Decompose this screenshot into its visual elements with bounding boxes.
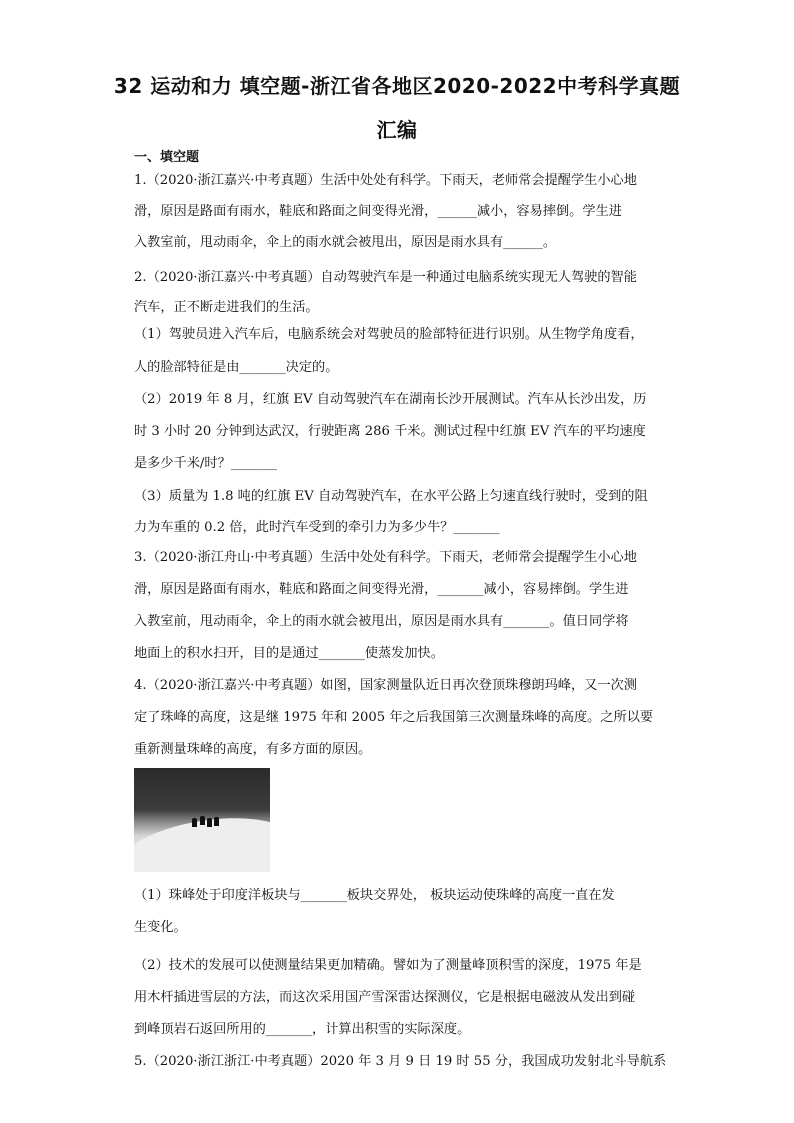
text-segment: 5.（2020·浙江浙江·中考真题）2020 年 3 月 9 日 19 时 55 分，我国成功发射北斗导航系 [134, 1054, 667, 1069]
text-segment: 用木杆插进雪层的方法，而这次采用国产雪深雷达探测仪，它是根据电磁波从发出到碰 [134, 990, 636, 1005]
text-segment: 1.（2020·浙江嘉兴·中考真题）生活中处处有科学。下雨天，老师常会提醒学生小心地 [134, 173, 637, 188]
text-segment: 减小，容易摔倒。学生进 [483, 582, 629, 597]
text-segment: （1）驾驶员进入汽车后，电脑系统会对驾驶员的脸部特征进行识别。从生物学角度看， [134, 327, 644, 342]
text-line [134, 581, 629, 599]
text-line [134, 269, 637, 287]
text-segment: 重新测量珠峰的高度，有多方面的原因。 [134, 742, 372, 757]
text-segment: 滑，原因是路面有雨水，鞋底和路面之间变得光滑， [134, 582, 438, 597]
text-segment: 。值日同学将 [549, 614, 629, 629]
text-segment: 时 3 小时 20 分钟到达武汉，行驶距离 286 千米。测试过程中红旗 EV 汽车的平均速度 [134, 424, 646, 439]
fill-in-blank[interactable]: ______ [503, 235, 543, 250]
text-segment: ，计算出积雪的实际深度。 [312, 1022, 471, 1037]
text-line [134, 957, 642, 975]
text-segment: 定了珠峰的高度，这是继 1975 年和 2005 年之后我国第三次测量珠峰的高度。之所以要 [134, 710, 654, 725]
text-line [134, 887, 615, 905]
text-line [134, 677, 637, 695]
text-line [134, 613, 629, 631]
text-segment: 滑，原因是路面有雨水，鞋底和路面之间变得光滑， [134, 204, 438, 219]
fill-in-blank[interactable]: ______ [437, 204, 477, 219]
document-title-line-1: 32 运动和力 填空题-浙江省各地区2020-2022中考科学真题 [113, 74, 681, 98]
section-heading: 一、填空题 [134, 150, 200, 165]
text-line [134, 549, 637, 567]
text-line [134, 455, 277, 473]
text-line [134, 203, 622, 221]
text-segment: 力为车重的 0.2 倍，此时汽车受到的牵引力为多少牛？ [134, 520, 454, 535]
text-line [134, 359, 338, 377]
fill-in-blank[interactable]: _______ [239, 360, 286, 375]
document-title-line-2: 汇编 [376, 118, 418, 142]
text-line [134, 1021, 470, 1039]
text-segment: （2）2019 年 8 月，红旗 EV 自动驾驶汽车在湖南长沙开展测试。汽车从长沙出发，历 [134, 392, 647, 407]
everest-summit-photo [134, 768, 270, 872]
fill-in-blank[interactable]: _______ [503, 614, 550, 629]
fill-in-blank[interactable]: _______ [230, 456, 277, 471]
text-segment: 地面上的积水扫开，目的是通过 [134, 646, 319, 661]
fill-in-blank[interactable]: _______ [265, 1022, 313, 1037]
text-segment: 2.（2020·浙江嘉兴·中考真题）自动驾驶汽车是一种通过电脑系统实现无人驾驶的智能 [134, 270, 637, 285]
text-line [134, 645, 444, 663]
text-line [134, 1053, 666, 1071]
text-line [134, 234, 556, 252]
text-line [134, 989, 635, 1007]
text-segment: 人的脸部特征是由 [134, 360, 240, 375]
text-line [134, 391, 646, 409]
text-segment: 汽车，正不断走进我们的生活。 [134, 300, 319, 315]
text-segment: （2）技术的发展可以使测量结果更加精确。譬如为了测量峰顶积雪的深度，1975 年是 [134, 958, 642, 973]
text-line [134, 423, 646, 441]
text-line [134, 488, 648, 506]
text-line [134, 709, 653, 727]
text-segment: 板块交界处， 板块运动使珠峰的高度一直在发 [346, 888, 615, 903]
fill-in-blank[interactable]: _______ [437, 582, 484, 597]
text-segment: （1）珠峰处于印度洋板块与 [134, 888, 301, 903]
text-line [134, 172, 637, 190]
text-segment: 。 [542, 235, 556, 250]
text-line [134, 326, 644, 344]
text-segment: 入教室前，甩动雨伞，伞上的雨水就会被甩出，原因是雨水具有 [134, 235, 504, 250]
text-segment: 生变化。 [134, 920, 187, 935]
text-segment: 入教室前，甩动雨伞，伞上的雨水就会被甩出，原因是雨水具有 [134, 614, 504, 629]
text-segment: 决定的。 [285, 360, 339, 375]
text-line [134, 299, 319, 317]
text-segment: 减小，容易摔倒。学生进 [476, 204, 622, 219]
text-segment: 使蒸发加快。 [364, 646, 444, 661]
text-segment: 是多少千米/时？ [134, 456, 231, 471]
fill-in-blank[interactable]: _______ [318, 646, 365, 661]
text-segment: 4.（2020·浙江嘉兴·中考真题）如图，国家测量队近日再次登顶珠穆朗玛峰，又一次测 [134, 678, 637, 693]
text-segment: 3.（2020·浙江舟山·中考真题）生活中处处有科学。下雨天，老师常会提醒学生小心地 [134, 550, 637, 565]
text-segment: 到峰顶岩石返回所用的 [134, 1022, 266, 1037]
fill-in-blank[interactable]: _______ [300, 888, 347, 903]
fill-in-blank[interactable]: _______ [453, 520, 500, 535]
text-line [134, 519, 500, 537]
text-segment: （3）质量为 1.8 吨的红旗 EV 自动驾驶汽车，在水平公路上匀速直线行驶时，受到的阻 [134, 489, 648, 504]
text-line [134, 919, 187, 937]
text-line [134, 741, 371, 759]
